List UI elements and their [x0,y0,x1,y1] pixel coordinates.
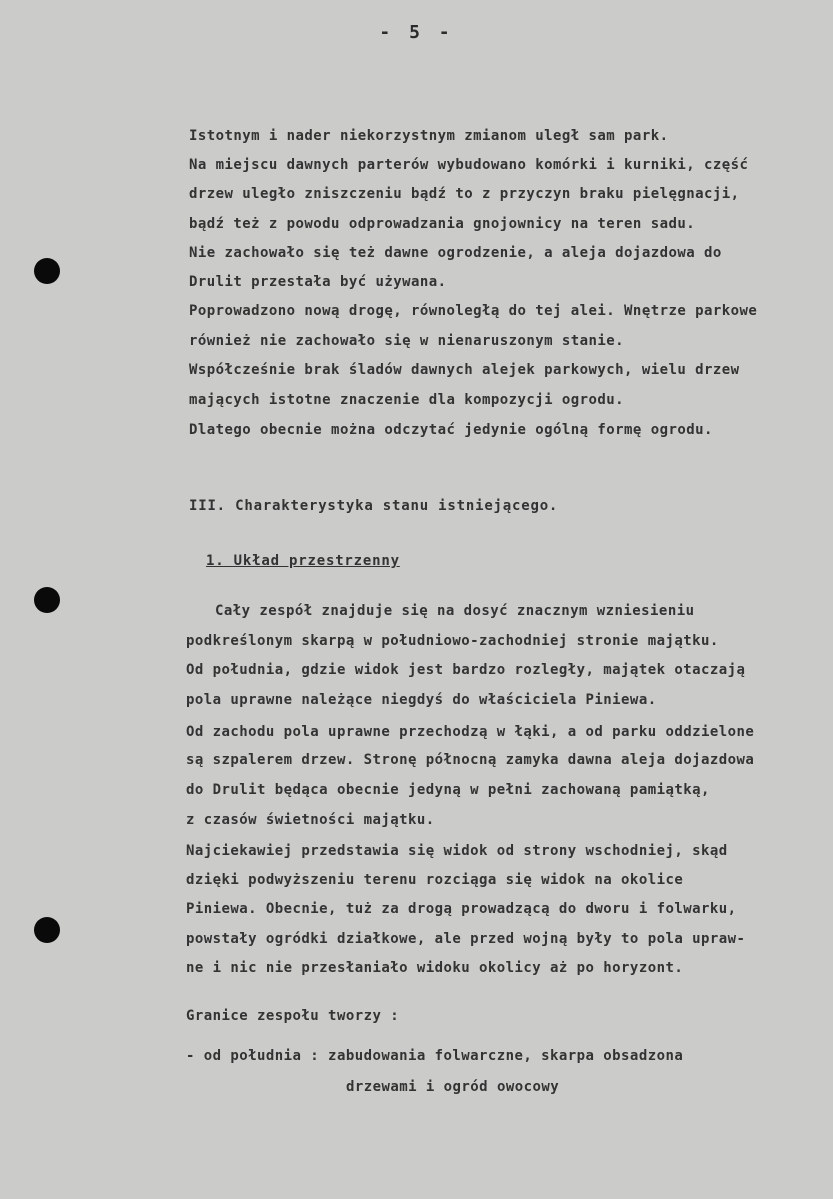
text-line: Od zachodu pola uprawne przechodzą w łąki, a od parku oddzielone [186,724,755,740]
section-heading: III. Charakterystyka stanu istniejącego. [189,498,559,514]
text-line: Najciekawiej przedstawia się widok od strony wschodniej, skąd [186,843,728,859]
text-line: Drulit przestała być używana. [189,274,447,290]
text-line: pola uprawne należące niegdyś do właściciela Piniewa. [186,692,657,708]
text-line: Współcześnie brak śladów dawnych alejek parkowych, wielu drzew [189,362,740,378]
text-line: również nie zachowało się w nienaruszonym stanie. [189,333,625,349]
subsection-heading [206,553,400,569]
text-line: Nie zachowało się też dawne ogrodzenie, a aleja dojazdowa do [189,245,722,261]
boundary-item: - od południa : zabudowania folwarczne, skarpa obsadzona [186,1048,684,1064]
punch-hole [34,587,60,613]
text-line: Istotnym i nader niekorzystnym zmianom uległ sam park. [189,128,669,144]
page-number: - 5 - [379,22,454,43]
text-line: z czasów świetności majątku. [186,812,435,828]
boundary-item-continuation: drzewami i ogród owocowy [346,1079,560,1095]
text-line: bądź też z powodu odprowadzania gnojownicy na teren sadu. [189,216,696,232]
text-line: dzięki podwyższeniu terenu rozciąga się widok na okolice [186,872,684,888]
text-line: ne i nic nie przesłaniało widoku okolicy aż po horyzont. [186,960,684,976]
punch-hole [34,917,60,943]
text-line: do Drulit będąca obecnie jedyną w pełni zachowaną pamiątką, [186,782,710,798]
text-line: Poprowadzono nową drogę, równoległą do tej alei. Wnętrze parkowe [189,303,758,319]
punch-hole [34,258,60,284]
text-line: drzew uległo zniszczeniu bądź to z przyczyn braku pielęgnacji, [189,186,740,202]
text-line: są szpalerem drzew. Stronę północną zamyka dawna aleja dojazdowa [186,752,755,768]
text-line: Piniewa. Obecnie, tuż za drogą prowadzącą do dworu i folwarku, [186,901,737,917]
text-line: powstały ogródki działkowe, ale przed wojną były to pola upraw- [186,931,746,947]
text-line: Na miejscu dawnych parterów wybudowano komórki i kurniki, część [189,157,749,173]
text-line: Dlatego obecnie można odczytać jedynie ogólną formę ogrodu. [189,422,713,438]
text-line: Od południa, gdzie widok jest bardzo rozległy, majątek otaczają [186,662,746,678]
text-line: Cały zespół znajduje się na dosyć znacznym wzniesieniu [215,603,695,619]
subsection-heading-text: 1. Układ przestrzenny [206,553,400,569]
text-line: mających istotne znaczenie dla kompozycji ogrodu. [189,392,625,408]
text-line: podkreślonym skarpą w południowo-zachodniej stronie majątku. [186,633,719,649]
boundaries-intro: Granice zespołu tworzy : [186,1008,400,1024]
